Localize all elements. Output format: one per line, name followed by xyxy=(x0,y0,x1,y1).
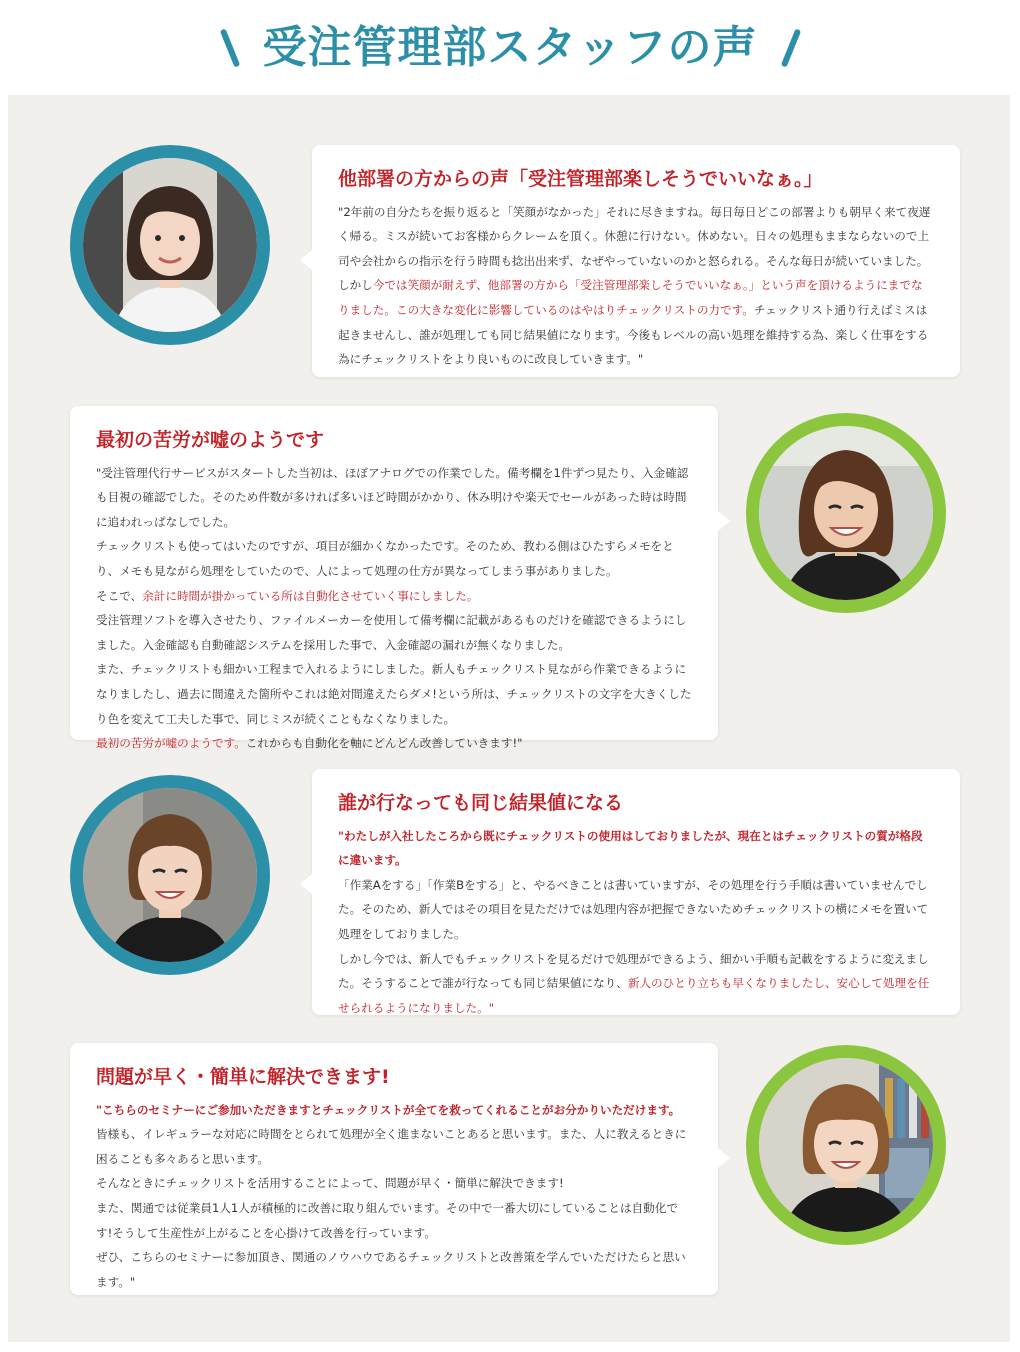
speech-pointer xyxy=(718,1148,730,1168)
body-highlight: 余計に時間が掛かっている所は自動化させていく事にしました。 xyxy=(142,588,479,603)
testimonial-heading: 誰が行なっても同じ結果値になる xyxy=(338,792,624,814)
staff-photo-1 xyxy=(70,145,270,345)
body-text: しかし今では、新人でもチェックリストを見るだけで処理ができるよう、細かい手順も記載をするように変えました。そうすることで誰が行なっても同じ結果値になり、 xyxy=(338,951,929,991)
testimonial-body xyxy=(338,200,934,372)
page-header xyxy=(0,0,1020,95)
testimonial-body xyxy=(96,584,692,609)
staff-photo-3 xyxy=(70,775,270,975)
body-text: チェックリスト通り行えばミスは起きませんし、誰が処理しても同じ結果値になります。今後もレベルの高い処理を維持する為、楽しく仕事をする為にチェックリストをより良いものに改良していきます。" xyxy=(338,303,929,367)
body-text: そこで、 xyxy=(96,588,143,603)
testimonial-heading: 最初の苦労が嘘のようです xyxy=(96,429,325,451)
testimonial-card-1 xyxy=(312,145,960,377)
testimonial-body: "受注管理代行サービスがスタートした当初は、ほぼアナログでの作業でした。備考欄を1件ずつ見たり、入金確認も目視の確認でした。そのため件数が多ければ多いほど時間がかかり、休み明けや楽天でセールがあった時は時間に追われっぱなしでした。 xyxy=(96,465,689,529)
testimonial-body xyxy=(338,947,934,1021)
staff-photo-4 xyxy=(746,1045,946,1245)
testimonial-body: 受注管理ソフトを導入させたり、ファイルメーカーを使用して備考欄に記載があるものだけを確認できるようにしました。入金確認も自動確認システムを採用した事で、入金確認の漏れが無くなりました。 xyxy=(96,613,687,652)
body-highlight: 今では笑顔が耐えず、他部署の方から「受注管理部楽しそうでいいなぁ。」という声を頂けるようにまでなりました。この大きな変化に影響しているのはやはりチェックリストの力です。 xyxy=(338,278,923,318)
staff-photo-2 xyxy=(746,413,946,613)
testimonial-card-4 xyxy=(70,1043,718,1295)
testimonial-body: また、チェックリストも細かい工程まで入れるようにしました。新人もチェックリスト見ながら作業できるようになりましたし、過去に間違えた箇所やこれは絶対間違えたらダメ!という所は、チェックリストの文字を大きくしたり色を変えて工夫した事で、同じミスが続くこともなくなりました。 xyxy=(96,662,692,726)
testimonial-card-3 xyxy=(312,769,960,1015)
testimonial-body: ぜひ、こちらのセミナーに参加頂き、関通のノウハウであるチェックリストと改善策を学んでいただけたらと思います。" xyxy=(96,1250,686,1289)
speech-pointer xyxy=(300,250,312,270)
body-text: これからも自動化を軸にどんどん改善していきます!" xyxy=(245,736,523,751)
testimonial-body xyxy=(96,731,692,756)
testimonials-panel xyxy=(8,95,1010,1342)
person-photo-icon xyxy=(759,426,933,600)
testimonial-body: また、関通では従業員1人1人が積極的に改善に取り組んでいます。その中で一番大切にしていることは自動化です!そうして生産性が上がることを心掛けて改善を行っています。 xyxy=(96,1201,678,1240)
body-highlight: 新人のひとり立ちも早くなりましたし、安心して処理を任せられるようになりました。" xyxy=(338,976,930,1015)
header-left-slash xyxy=(219,28,240,67)
testimonial-body: そんなときにチェックリストを活用することによって、問題が早く・簡単に解決できます! xyxy=(96,1176,564,1191)
person-photo-icon xyxy=(83,158,257,332)
testimonial-body: チェックリストも使ってはいたのですが、項目が細かくなかったです。そのため、教わる側はひたすらメモをとり、メモも見ながら処理をしていたので、人によって処理の仕方が異なってしまう事がありました。 xyxy=(96,539,674,579)
testimonial-card-2 xyxy=(70,406,718,751)
testimonial-heading: 問題が早く・簡単に解決できます! xyxy=(96,1066,390,1088)
body-text: "2年前の自分たちを振り返ると「笑顔がなかった」それに尽きますね。毎日毎日どこの部署よりも朝早く来て夜遅く帰る。ミスが続いてお客様からクレームを頂く。休憩に行けない。休めない。日々の処理もままならないので上司や会社からの指示を行う時間も捻出出来ず、なぜやっていないのかと怒られる。そんな毎日が続いていました。しかし xyxy=(338,204,931,293)
header-right-slash xyxy=(780,28,801,67)
person-photo-icon xyxy=(759,1058,933,1232)
page-title: 受注管理部スタッフの声 xyxy=(262,21,758,73)
testimonial-heading: 他部署の方からの声「受注管理部楽しそうでいいなぁ。」 xyxy=(338,168,823,190)
testimonial-body: "わたしが入社したころから既にチェックリストの使用はしておりましたが、現在とはチェックリストの質が格段に違います。 xyxy=(338,828,923,868)
testimonial-body: "こちらのセミナーにご参加いただきますとチェックリストが全てを救ってくれることがお分かりいただけます。 xyxy=(96,1102,681,1117)
speech-pointer xyxy=(718,511,730,531)
speech-pointer xyxy=(300,874,312,894)
testimonial-body: 「作業Aをする」「作業Bをする」と、やるべきことは書いていますが、その処理を行う手順は書いていませんでした。そのため、新人ではその項目を見ただけでは処理内容が把握できないためチェックリストの横にメモを置いて処理をしておりました。 xyxy=(338,877,929,942)
person-photo-icon xyxy=(83,788,257,962)
testimonial-body: 皆様も、イレギュラーな対応に時間をとられて処理が全く進まないことあると思います。また、人に教えるときに困ることも多々あると思います。 xyxy=(96,1127,687,1166)
body-highlight: 最初の苦労が嘘のようです。 xyxy=(96,736,246,751)
